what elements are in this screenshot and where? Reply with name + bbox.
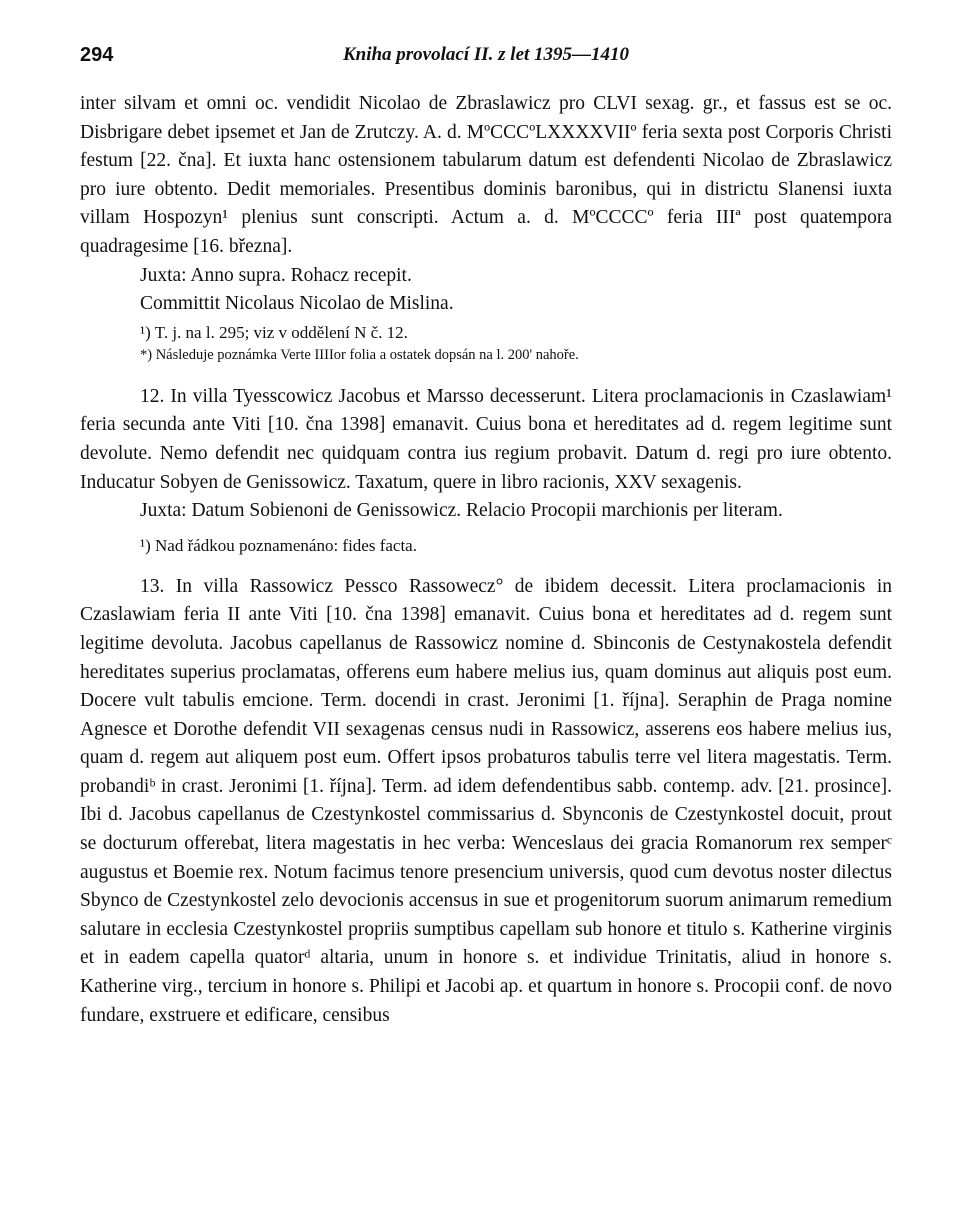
paragraph-continuation: inter silvam et omni oc. vendidit Nicolao de Zbraslawicz pro CLVI sexag. gr., et fassus est se oc. Disbrigare debet ipsemet et Jan de Zrutczy. A. d. MºCCCºLXXXXVIIº feria sexta post Corporis Christi festum [22. čna]. Et iuxta hanc ostensionem tabularum datum est defendenti Nicolao de Zbraslawicz pro iure obtento. Dedit memoriales. Presentibus dominis baronibus, qui in districtu Slanensi iuxta villam Hospozyn¹ plenius sunt conscripti. Actum a. d. MºCCCCº feria IIIª post quatempora quadragesime [16. března]. bbox=[80, 93, 892, 257]
page-number: 294 bbox=[80, 44, 114, 66]
entry-13: 13. In villa Rassowicz Pessco Rassowecz° de ibidem decessit. Litera proclamacionis in Czaslawiam feria II ante Viti [10. čna 1398] emanavit. Cuius bona et hereditates ad d. regem sunt legitime devoluta. Jacobus capellanus de Rassowicz nomine d. Sbinconis de Cestynakostela defendit hereditates superius proclamatas, offerens eum habere melius ius, quam dominus aut aliquis post eum. Docere vult tabulis emcione. Term. docendi in crast. Jeronimi [1. října]. Seraphin de Praga nomine Agnesce et Dorothe defendit VII sexagenas census nudi in Rassowicz, asserens eos habere melius ius, quam d. regem aut aliquem post eum. Offert ipsos probaturos tabulis terre vel litera magestatis. Term. probandiᵇ in crast. Jeronimi [1. října]. Term. ad idem defendentibus sabb. contemp. adv. [21. prosince]. Ibi d. Jacobus capellanus de Czestynkostel commissarius d. Sbynconis de Czestynkostel docuit, prout se docturum offerebat, litera magestatis in hec verba: Wenceslaus dei gracia Romanorum rex semperᶜ augustus et Boemie rex. Notum facimus tenore presencium universis, quod cum devotus noster dilectus Sbynco de Czestynkostel zelo devocionis accensus in sue et progenitorum suorum animarum remedium salutare in ecclesia Czestynkostel propriis sumptibus capellam sub honore et titulo s. Katherine virginis et in eadem capella quatorᵈ altaria, unum in honore s. et individue Trinitatis, aliud in honore s. Katherine virg., tercium in honore s. Philipi et Jacobi ap. et quartum in honore s. Procopii conf. de novo fundare, exstruere et edificare, censibus bbox=[80, 575, 892, 1026]
running-head: Kniha provolací II. z let 1395—1410 bbox=[342, 44, 630, 65]
footnote: *) Následuje poznámka Verte IIIIor folia a ostatek dopsán na l. 200' nahoře. bbox=[140, 346, 579, 363]
paragraph-committit: Committit Nicolaus Nicolao de Mislina. bbox=[140, 293, 454, 315]
document-body bbox=[80, 90, 892, 1030]
juxta-note: Juxta: Anno supra. Rohacz recepit. bbox=[140, 264, 412, 286]
entry-12: 12. In villa Tyesscowicz Jacobus et Marsso decesserunt. Litera proclamacionis in Czaslawiam¹ feria secunda ante Viti [10. čna 1398] emanavit. Cuius bona et hereditates ad d. regem legitime sunt devolute. Nemo defendit nec quidquam contra ius regium probavit. Datum d. regi pro iure obtento. Inducatur Sobyen de Genissowicz. Taxatum, quere in libro racionis, XXV sexagenis. bbox=[80, 385, 892, 493]
footnote: ¹) Nad řádkou poznamenáno: fides facta. bbox=[140, 535, 417, 555]
footnote: ¹) T. j. na l. 295; viz v oddělení N č. 12. bbox=[140, 322, 408, 342]
page-header bbox=[80, 44, 892, 72]
juxta-note: Juxta: Datum Sobienoni de Genissowicz. Relacio Procopii marchionis per literam. bbox=[140, 500, 783, 522]
